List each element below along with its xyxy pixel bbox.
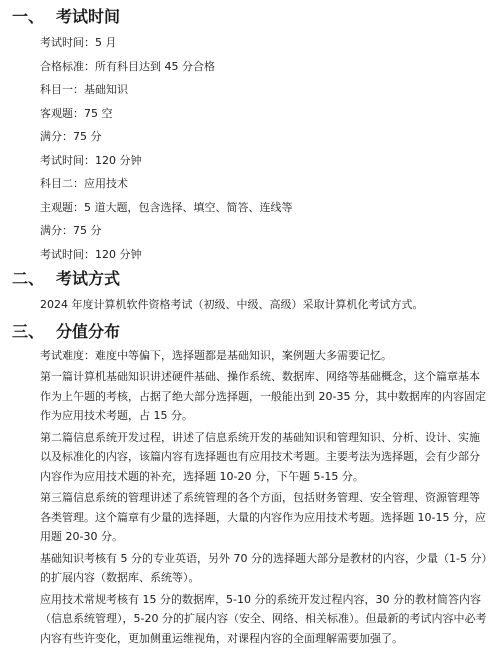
text-line: 科目二：应用技术 xyxy=(40,172,488,196)
section-heading-exam-time xyxy=(12,6,488,28)
section-title: 考试时间 xyxy=(56,7,120,26)
paragraph: 应用技术常规考核有 15 分的数据库，5-10 分的系统开发过程内容，30 分的教材简答内容（信息系统管理），5-20 分的扩展内容（安全、网络、相关标准）。但最新的考试内容中必考内容有些许变化，更加侧重运维视角，对课程内容的全面理解需要加强了。 xyxy=(40,590,488,648)
text-line: 满分：75 分 xyxy=(40,125,488,149)
section-number: 二、 xyxy=(12,268,56,290)
text-line: 考试时间：120 分钟 xyxy=(40,243,488,267)
paragraph: 第一篇计算机基础知识讲述硬件基础、操作系统、数据库、网络等基础概念，这个篇章基本作为上午题的考核，占据了绝大部分选择题，一般能出到 20-35 分，其中数据库的内容固定作为应用技术考题，占 15 分。 xyxy=(40,367,488,426)
text-line: 科目一：基础知识 xyxy=(40,78,488,102)
text-line: 客观题：75 空 xyxy=(40,102,488,126)
text-line: 考试时间：120 分钟 xyxy=(40,149,488,173)
paragraph: 第二篇信息系统开发过程，讲述了信息系统开发的基础知识和管理知识、分析、设计、实施以及标准化的内容，该篇内容有选择题也有应用技术考题。主要考法为选择题，会有少部分内容作为应用技术题的补充，选择题 10-20 分，下午题 5-15 分。 xyxy=(40,428,488,487)
section-number: 一、 xyxy=(12,6,56,28)
paragraph: 第三篇信息系统的管理讲述了系统管理的各个方面，包括财务管理、安全管理、资源管理等各类管理。这个篇章有少量的选择题，大量的内容作为应用技术考题。选择题 10-15 分，应用题 20-30 分。 xyxy=(40,488,488,547)
paragraph: 考试难度：难度中等偏下，选择题都是基础知识，案例题大多需要记忆。 xyxy=(40,346,488,366)
text-line: 合格标准：所有科目达到 45 分合格 xyxy=(40,55,488,79)
text-line: 2024 年度计算机软件资格考试（初级、中级、高级）采取计算机化考试方式。 xyxy=(40,293,488,317)
section-heading-exam-method xyxy=(12,268,488,290)
paragraph: 基础知识考核有 5 分的专业英语，另外 70 分的选择题大部分是教材的内容，少量（1-5 分）的扩展内容（数据库、系统等）。 xyxy=(40,549,488,588)
section-number: 三、 xyxy=(12,321,56,343)
section-heading-score-distribution xyxy=(12,321,488,343)
section-title: 考试方式 xyxy=(56,269,120,288)
section-title: 分值分布 xyxy=(56,322,120,341)
text-line: 考试时间：5 月 xyxy=(40,31,488,55)
text-line: 主观题：5 道大题，包含选择、填空、简答、连线等 xyxy=(40,196,488,220)
text-line: 满分：75 分 xyxy=(40,219,488,243)
